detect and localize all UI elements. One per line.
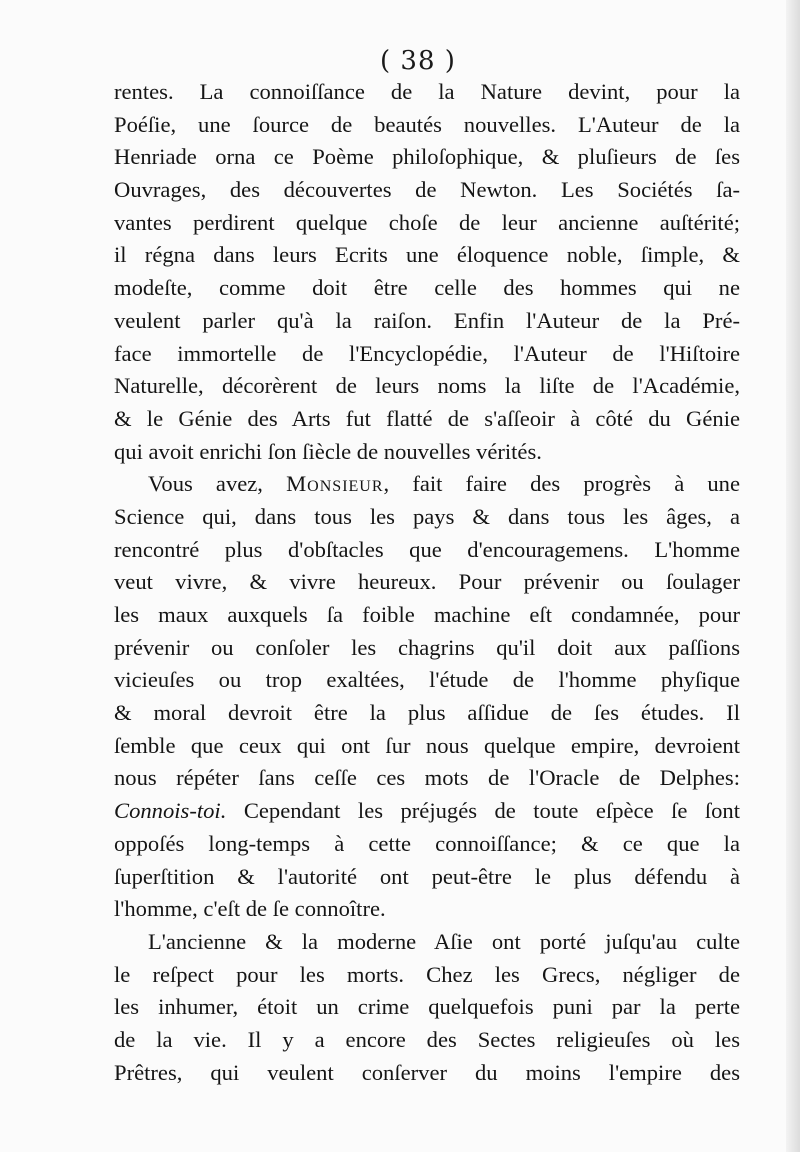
text-line: Henriade orna ce Poème philoſophique, & pluſieurs de ſes bbox=[114, 144, 740, 170]
text-line: & moral devroit être la plus aſſidue de ſes études. Il bbox=[114, 700, 740, 726]
text-line: nous répéter ſans ceſſe ces mots de l'Oracle de Delphes: bbox=[114, 765, 740, 791]
page-number: ( 38 ) bbox=[380, 46, 456, 76]
text-line: il régna dans leurs Ecrits une éloquence noble, ſimple, & bbox=[114, 242, 740, 268]
text-line: le reſpect pour les morts. Chez les Grecs, négliger de bbox=[114, 961, 740, 987]
text-fragment: Vous avez, bbox=[148, 471, 287, 497]
text-line: Ouvrages, des découvertes de Newton. Les Sociétés ſa- bbox=[114, 177, 740, 203]
text-line: Poéſie, une ſource de beautés nouvelles. L'Auteur de la bbox=[114, 111, 740, 137]
text-line: de la vie. Il y a encore des Sectes religieuſes où les bbox=[114, 1026, 740, 1052]
text-line: prévenir ou conſoler les chagrins qu'il doit aux paſſions bbox=[114, 634, 740, 660]
text-line: rentes. La connoiſſance de la Nature devint, pour la bbox=[114, 79, 740, 104]
text-line: vicieuſes ou trop exaltées, l'étude de l'homme phyſique bbox=[114, 667, 740, 693]
text-line: veulent parler qu'à la raiſon. Enfin l'Auteur de la Pré- bbox=[114, 307, 740, 333]
text-fragment: , fait faire des progrès à une bbox=[383, 471, 740, 497]
text-line: Science qui, dans tous les pays & dans tous les âges, a bbox=[114, 503, 740, 529]
italic-line bbox=[114, 795, 740, 828]
body-text bbox=[114, 76, 740, 1089]
text-line: les inhumer, étoit un crime quelquefois puni par la perte bbox=[114, 994, 740, 1020]
italic-phrase: Connois-toi. bbox=[114, 798, 227, 824]
text-line: qui avoit enrichi ſon ſiècle de nouvelles vérités. bbox=[114, 438, 542, 464]
text-line: ſemble que ceux qui ont ſur nous quelque empire, devroient bbox=[114, 732, 740, 758]
page-edge-shadow bbox=[786, 0, 800, 1152]
text-line: & le Génie des Arts fut flatté de s'aſſeoir à côté du Génie bbox=[114, 405, 740, 431]
text-line: ſuperſtition & l'autorité ont peut-être le plus défendu à bbox=[114, 863, 740, 889]
text-line: l'homme, c'eſt de ſe connoître. bbox=[114, 896, 386, 922]
text-line: oppoſés long-temps à cette connoiſſance; & ce que la bbox=[114, 830, 740, 856]
paragraph-first-line bbox=[114, 468, 740, 501]
text-fragment: Cependant les préjugés de toute eſpèce ſe ſont bbox=[226, 798, 740, 824]
text-line: face immortelle de l'Encyclopédie, l'Auteur de l'Hiſtoire bbox=[114, 340, 740, 366]
text-line: veut vivre, & vivre heureux. Pour prévenir ou ſoulager bbox=[114, 569, 740, 595]
addressee-smallcaps: Monsieur bbox=[286, 471, 384, 497]
text-line: Prêtres, qui veulent conſerver du moins l'empire des bbox=[114, 1059, 740, 1085]
text-line: Naturelle, décorèrent de leurs noms la liſte de l'Académie, bbox=[114, 373, 740, 399]
paragraph-first-line: L'ancienne & la moderne Aſie ont porté juſqu'au culte bbox=[148, 928, 740, 954]
text-line: rencontré plus d'obſtacles que d'encouragemens. L'homme bbox=[114, 536, 740, 562]
text-line: vantes perdirent quelque choſe de leur ancienne auſtérité; bbox=[114, 209, 740, 235]
text-line: les maux auxquels ſa foible machine eſt condamnée, pour bbox=[114, 602, 740, 627]
text-line: modeſte, comme doit être celle des hommes qui ne bbox=[114, 275, 740, 301]
